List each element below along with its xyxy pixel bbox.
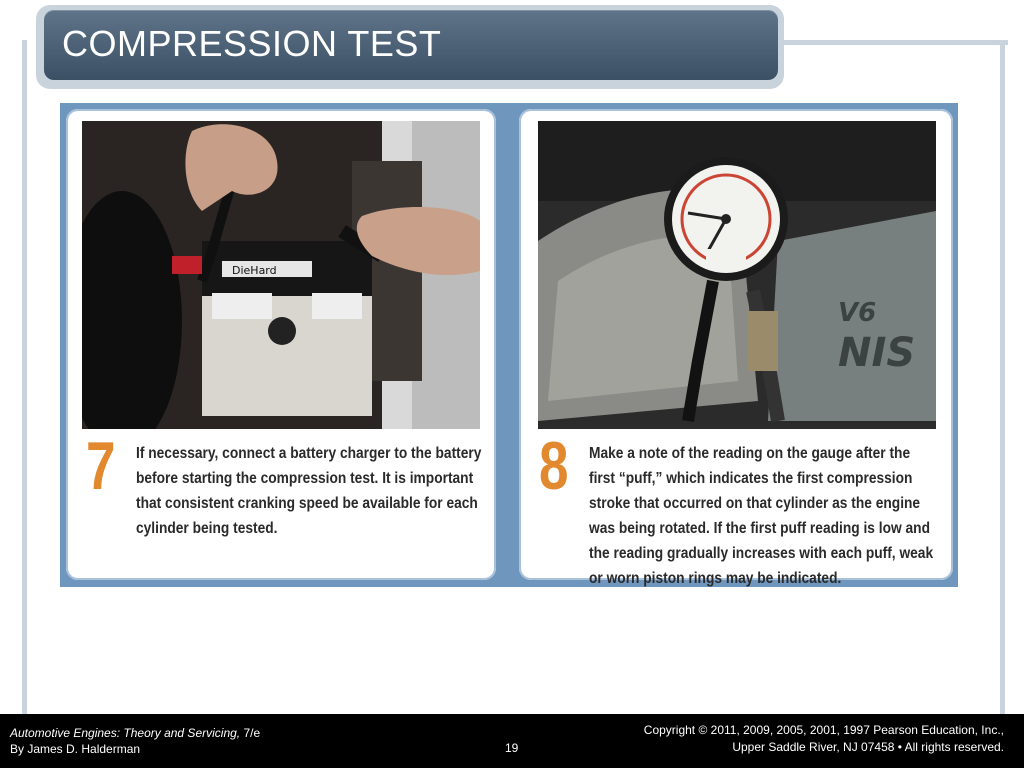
- frame-line-right: [1000, 40, 1005, 714]
- engine-label-v6: V6: [838, 298, 877, 328]
- title-bar: [44, 10, 778, 80]
- book-author: By James D. Halderman: [10, 742, 141, 756]
- footer: [0, 714, 1024, 768]
- book-edition: 7/e: [240, 726, 261, 740]
- step-8-text: Make a note of the reading on the gauge after the first “puff,” which indicates the first compression stroke that occurred on that cylinder as the engine was being rotated. If the first puff reading is low and the reading gradually increases with each puff, weak or worn piston rings may be indicated.: [589, 445, 934, 587]
- step-8-panel: [519, 109, 953, 587]
- step-number-7: 7: [86, 428, 116, 504]
- copyright-line-2: Upper Saddle River, NJ 07458 • All rights reserved.: [732, 740, 1004, 754]
- battery-charger-photo: [82, 121, 480, 429]
- battery-label: DieHard: [232, 264, 277, 277]
- engine-label-nis: NIS: [838, 330, 916, 376]
- step-7-panel: [66, 109, 496, 580]
- copyright-line-1: Copyright © 2011, 2009, 2005, 2001, 1997 Pearson Education, Inc.,: [643, 723, 1004, 737]
- slide-title: COMPRESSION TEST: [62, 23, 442, 64]
- frame-line-top: [780, 40, 1008, 45]
- footer-book-info: [10, 725, 260, 757]
- content-area: [60, 103, 958, 587]
- book-title: Automotive Engines: Theory and Servicing,: [10, 726, 241, 740]
- page-number: 19: [505, 741, 519, 755]
- footer-copyright: [644, 722, 1004, 756]
- compression-gauge-photo: [538, 121, 936, 429]
- frame-line-left: [22, 40, 27, 714]
- step-7-text: If necessary, connect a battery charger to the battery before starting the compression test. It is important that consistent cranking speed be available for each cylinder being tested.: [136, 445, 482, 537]
- step-number-8: 8: [539, 428, 569, 504]
